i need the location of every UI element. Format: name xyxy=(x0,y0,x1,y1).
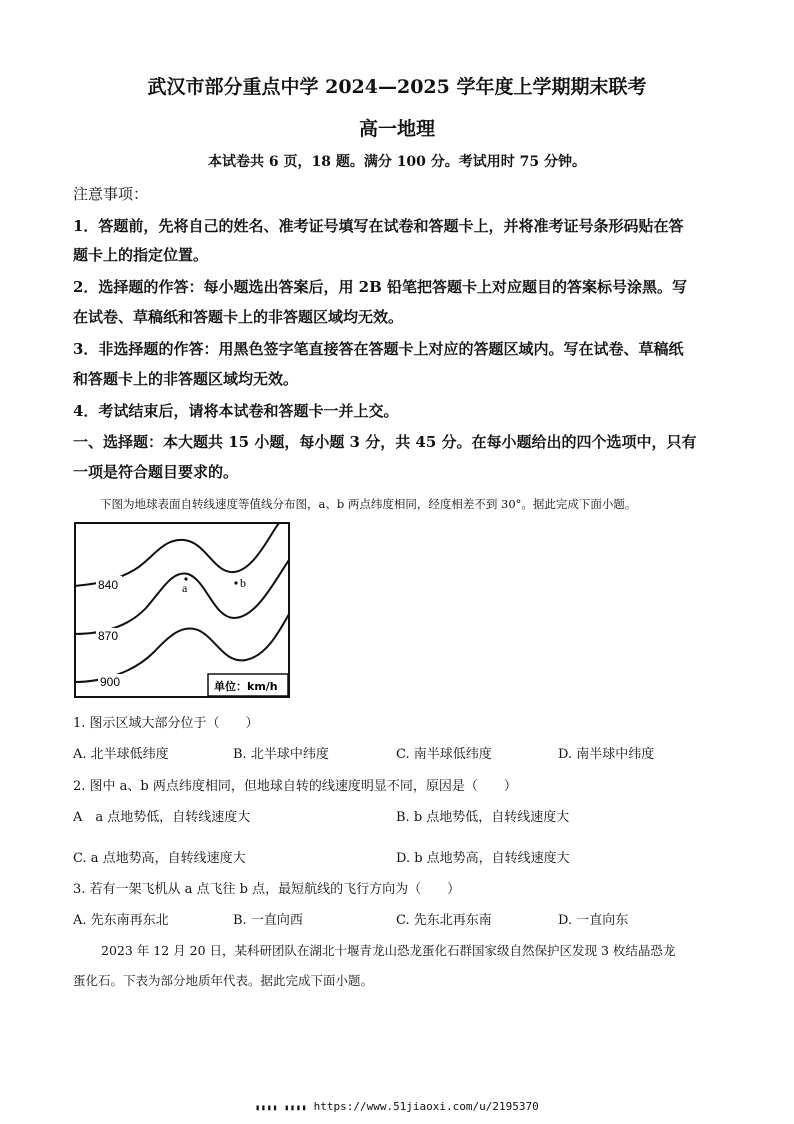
map-frame xyxy=(75,523,289,697)
map-intro-text: 下图为地球表面自转线速度等值线分布图，a、b 两点纬度相同，经度相差不到 30°。据此完成下面小题。 xyxy=(100,497,637,511)
point-a-label: a xyxy=(182,581,188,595)
question-1-stem: 1. 图示区域大部分位于（ ） xyxy=(73,716,259,731)
note-line-7: 4．考试结束后，请将本试卷和答题卡一并上交。 xyxy=(73,402,399,420)
section-heading-line-1: 一、选择题：本大题共 15 小题，每小题 3 分，共 45 分。在每小题给出的四个选项中，只有 xyxy=(73,433,697,451)
label-900: 900 xyxy=(100,675,121,689)
notes-heading: 注意事项： xyxy=(73,185,149,203)
rotation-speed-isoline-map xyxy=(74,522,290,698)
question-2-option-c: C. a 点地势高，自转线速度大 xyxy=(73,851,246,866)
question-1-option-b: B. 北半球中纬度 xyxy=(233,747,329,762)
note-line-6: 和答题卡上的非答题区域均无效。 xyxy=(73,370,299,388)
label-840: 840 xyxy=(98,578,119,592)
exam-info: 本试卷共 6 页，18 题。满分 100 分。考试用时 75 分钟。 xyxy=(207,154,587,170)
exam-subject: 高一地理 xyxy=(358,118,435,140)
note-line-2: 题卡上的指定位置。 xyxy=(73,246,209,264)
unit-label: 单位：km/h xyxy=(214,680,278,693)
question-3-option-c: C. 先东北再东南 xyxy=(396,913,492,928)
note-line-4: 在试卷、草稿纸和答题卡上的非答题区域均无效。 xyxy=(73,308,404,326)
note-line-1: 1．答题前，先将自己的姓名、准考证号填写在试卷和答题卡上，并将准考证号条形码贴在答 xyxy=(73,217,684,235)
footer-barcode-icon: ▮▮▮▮ ▮▮▮▮ xyxy=(255,1102,308,1112)
point-b-dot xyxy=(234,581,237,584)
point-b-label: b xyxy=(240,576,246,590)
label-870: 870 xyxy=(98,629,119,643)
question-1-option-d: D. 南半球中纬度 xyxy=(558,747,655,762)
question-2-option-b: B. b 点地势低，自转线速度大 xyxy=(396,810,570,825)
note-line-3: 2．选择题的作答：每小题选出答案后，用 2B 铅笔把答题卡上对应题目的答案标号涂黑。写 xyxy=(73,278,688,296)
question-2-stem: 2. 图中 a、b 两点纬度相同，但地球自转的线速度明显不同，原因是（ ） xyxy=(73,779,517,794)
question-3-option-d: D. 一直向东 xyxy=(558,913,629,928)
isoline-map-svg xyxy=(74,522,290,698)
note-line-5: 3．非选择题的作答：用黑色签字笔直接答在答题卡上对应的答题区域内。写在试卷、草稿纸 xyxy=(73,340,684,358)
question-1-option-a: A. 北半球低纬度 xyxy=(73,747,169,762)
dinosaur-intro-line-1: 2023 年 12 月 20 日，某科研团队在湖北十堰青龙山恐龙蛋化石群国家级自然保护区发现 3 枚结晶恐龙 xyxy=(101,943,676,958)
dinosaur-intro-line-2: 蛋化石。下表为部分地质年代表。据此完成下面小题。 xyxy=(73,973,374,988)
section-heading-line-2: 一项是符合题目要求的。 xyxy=(73,463,239,481)
page-footer xyxy=(0,1100,794,1113)
question-3-option-a: A. 先东南再东北 xyxy=(73,913,169,928)
question-3-stem: 3. 若有一架飞机从 a 点飞往 b 点，最短航线的飞行方向为（ ） xyxy=(73,882,461,897)
exam-title: 武汉市部分重点中学 2024—2025 学年度上学期期末联考 xyxy=(147,76,647,98)
footer-url: https://www.51jiaoxi.com/u/2195370 xyxy=(313,1100,539,1113)
question-2-option-a: A a 点地势低，自转线速度大 xyxy=(73,810,251,825)
question-3-option-b: B. 一直向西 xyxy=(233,913,303,928)
question-2-option-d: D. b 点地势高，自转线速度大 xyxy=(396,851,570,866)
question-1-option-c: C. 南半球低纬度 xyxy=(396,747,492,762)
